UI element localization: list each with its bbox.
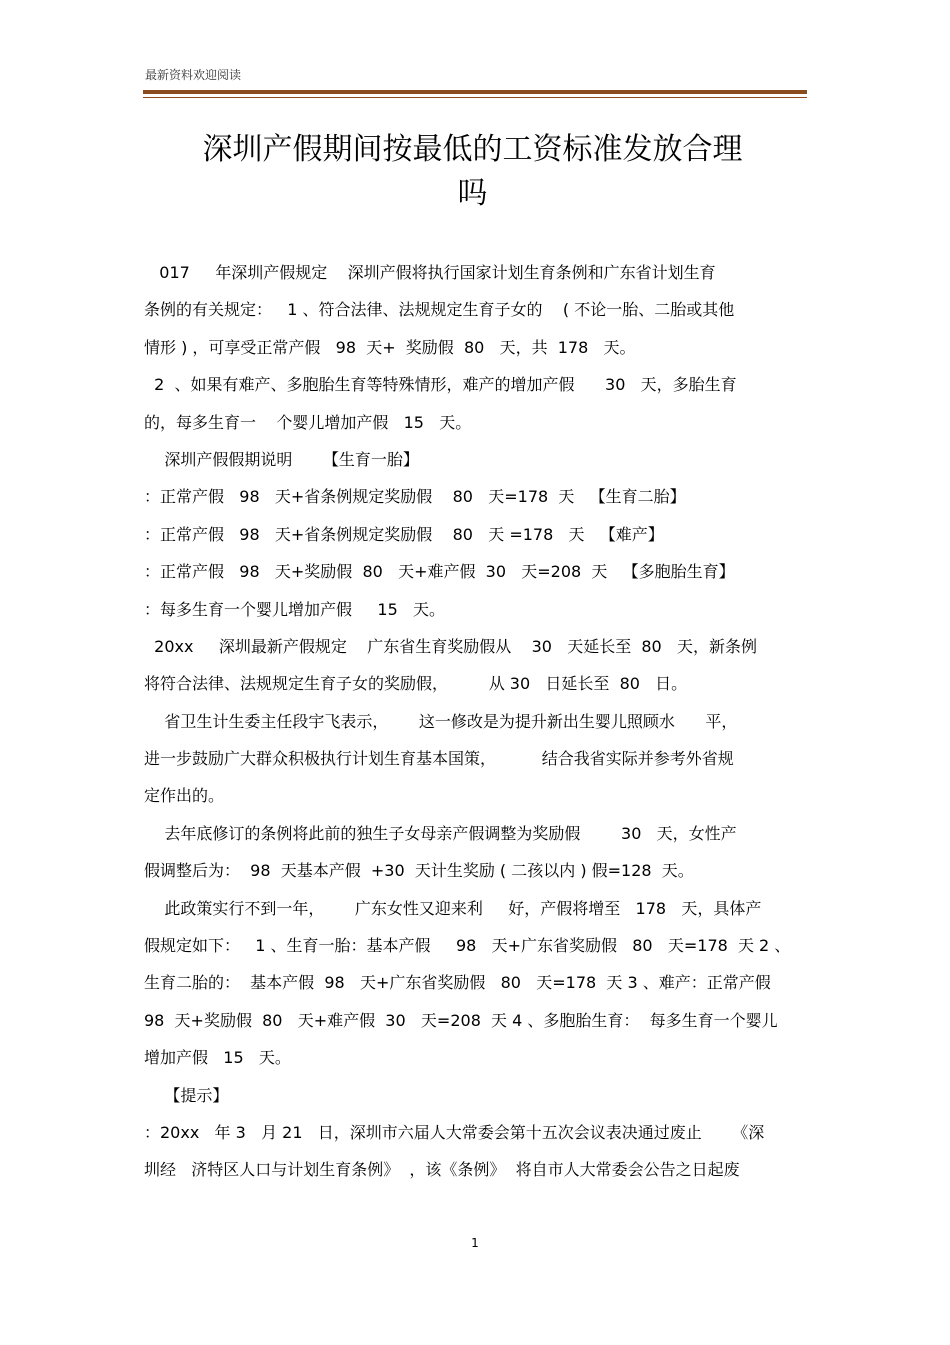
body-line: 深圳产假假期说明 【生育一胎】 — [144, 449, 419, 469]
document-body — [144, 254, 809, 1189]
body-line: ：每多生育一个婴儿增加产假 15 天。 — [144, 599, 446, 619]
body-line: ：正常产假 98 天+省条例规定奖励假 80 天=178 天 【生育二胎】 — [144, 487, 686, 507]
body-line: 将符合法律、法规规定生育子女的奖励假， 从 30 日延长至 80 日。 — [144, 674, 688, 694]
body-line: 省卫生计生委主任段宇飞表示， 这一修改是为提升新出生婴儿照顾水 平， — [144, 711, 738, 731]
body-line: 增加产假 15 天。 — [144, 1048, 291, 1068]
header-rule-thin — [143, 97, 807, 98]
header-rule-thick — [143, 90, 807, 94]
title-line-2: 吗 — [457, 176, 488, 211]
body-line: 情形 ) ，可享受正常产假 98 天+ 奖励假 80 天，共 178 天。 — [144, 337, 636, 357]
body-line: 假调整后为： 98 天基本产假 +30 天计生奖励 ( 二孩以内 ) 假=128 天。 — [144, 861, 694, 881]
page-number: 1 — [471, 1236, 479, 1250]
body-line: 的，每多生育一 个婴儿增加产假 15 天。 — [144, 412, 472, 432]
document-title — [150, 128, 795, 216]
body-line: 017 年深圳产假规定 深圳产假将执行国家计划生育条例和广东省计划生育 — [144, 263, 716, 282]
body-line: ：正常产假 98 天+省条例规定奖励假 80 天 =178 天 【难产】 — [144, 524, 664, 544]
body-line: ：正常产假 98 天+奖励假 80 天+难产假 30 天=208 天 【多胞胎生育】 — [144, 562, 735, 582]
body-line: 定作出的。 — [144, 786, 225, 806]
body-line: 【提示】 — [144, 1085, 229, 1105]
body-line: 去年底修订的条例将此前的独生子女母亲产假调整为奖励假 30 天，女性产 — [144, 823, 737, 843]
body-line: 假规定如下： 1 、生育一胎：基本产假 98 天+广东省奖励假 80 天=178 天 2 、 — [144, 936, 791, 956]
body-line: 条例的有关规定： 1 、符合法律、法规规定生育子女的 ( 不论一胎、二胎或其他 — [144, 300, 735, 320]
body-line: 20xx 深圳最新产假规定 广东省生育奖励假从 30 天延长至 80 天，新条例 — [144, 636, 757, 656]
body-line: 2 、如果有难产、多胞胎生育等特殊情形，难产的增加产假 30 天，多胎生育 — [144, 375, 737, 395]
body-line: 圳经 济特区人口与计划生育条例》 ，该《条例》 将自市人大常委会公告之日起废 — [144, 1160, 740, 1180]
body-line: 生育二胎的： 基本产假 98 天+广东省奖励假 80 天=178 天 3 、难产：正常产假 — [144, 973, 771, 993]
body-line: 此政策实行不到一年， 广东女性又迎来利 好，产假将增至 178 天，具体产 — [144, 898, 762, 918]
body-line: 98 天+奖励假 80 天+难产假 30 天=208 天 4 、多胞胎生育： 每多生育一个婴儿 — [144, 1010, 778, 1030]
body-line: ：20xx 年 3 月 21 日，深圳市六届人大常委会第十五次会议表决通过废止 《深 — [144, 1122, 765, 1142]
title-line-1: 深圳产假期间按最低的工资标准发放合理 — [202, 132, 743, 167]
body-line: 进一步鼓励广大群众积极执行计划生育基本国策， 结合我省实际并参考外省规 — [144, 749, 734, 769]
header-text: 最新资料欢迎阅读 — [145, 68, 242, 82]
